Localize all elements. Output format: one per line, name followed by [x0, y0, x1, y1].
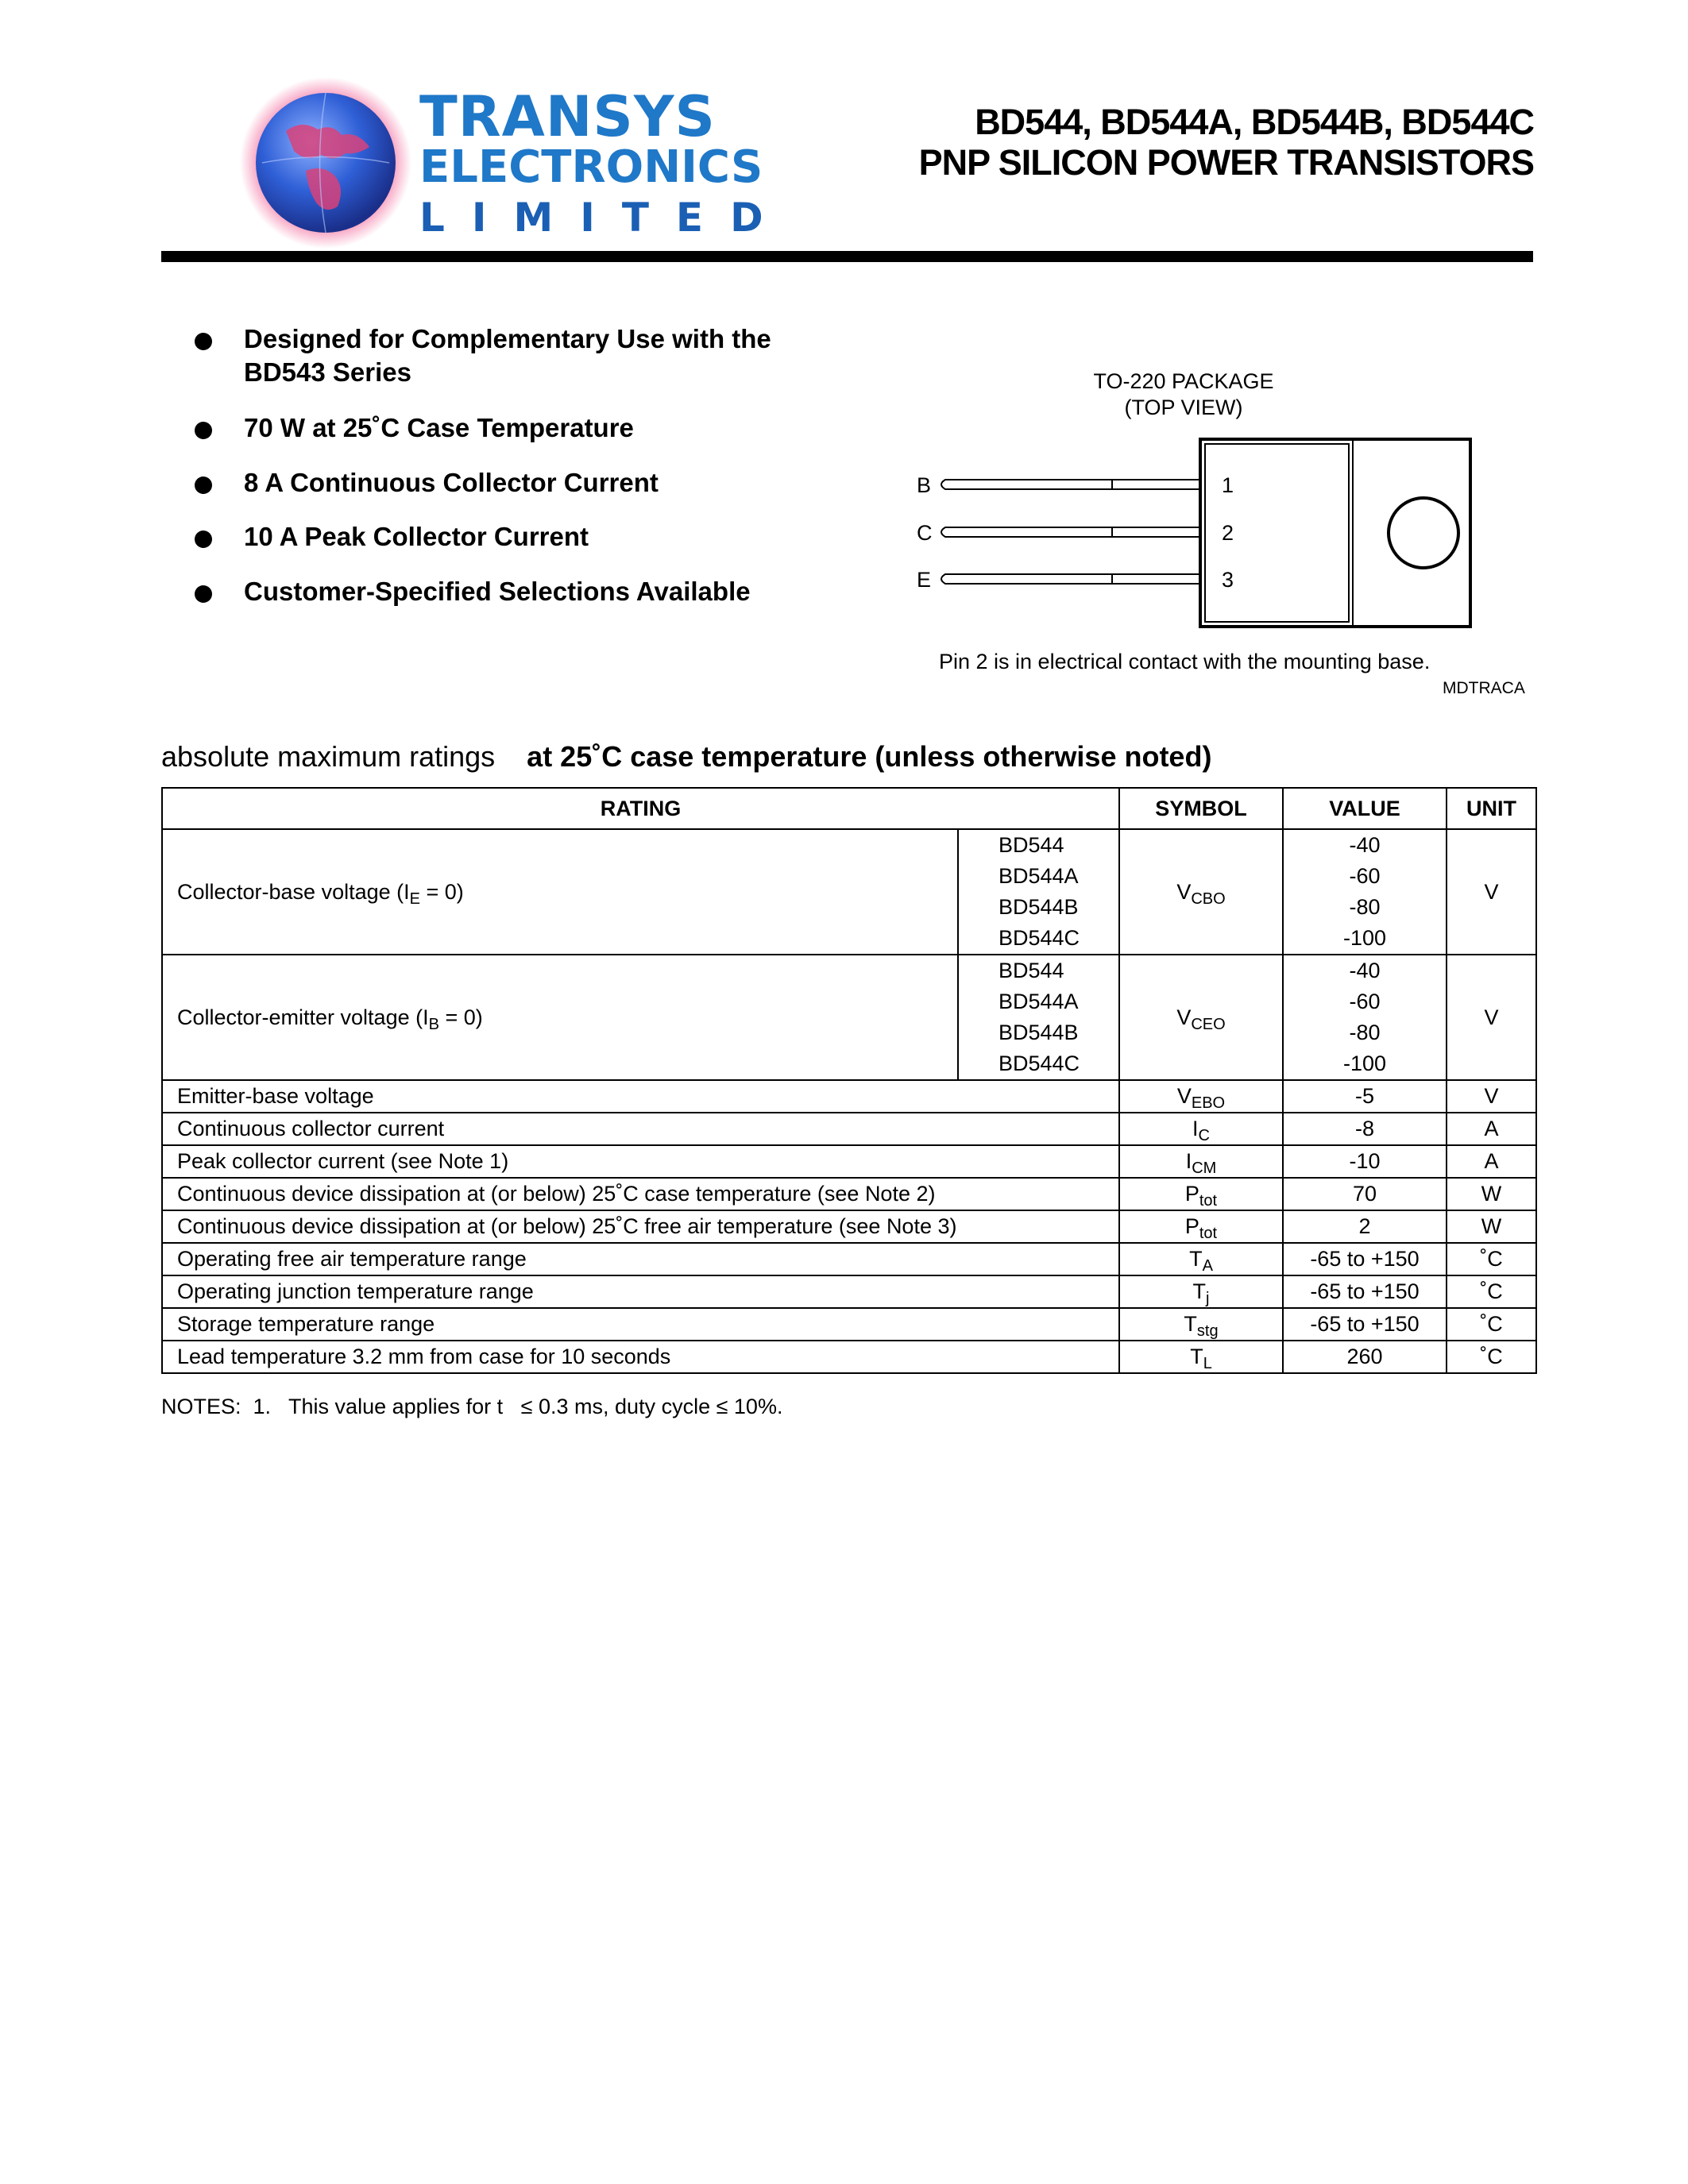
unit-cell: ˚C: [1447, 1308, 1536, 1341]
param-cell: Continuous device dissipation at (or below) 25˚C free air temperature (see Note 3): [162, 1210, 1119, 1243]
col-header-unit: UNIT: [1447, 788, 1536, 829]
ratings-heading-condition: at 25˚C case temperature (unless otherwise noted): [527, 740, 1212, 773]
feature-text: Designed for Complementary Use with the BD543 Series: [244, 324, 771, 387]
value-cell: -5: [1283, 1080, 1447, 1113]
table-row: [162, 1080, 1536, 1113]
package-note: Pin 2 is in electrical contact with the mounting base.: [939, 650, 1431, 673]
bullet-icon: [195, 531, 212, 548]
value-cell: 260: [1283, 1341, 1447, 1373]
param-subscript: E: [409, 889, 420, 908]
part-cell: BD544: [958, 829, 1119, 861]
pin-label-b: B: [917, 473, 932, 497]
symbol-cell: [1119, 1341, 1283, 1373]
param-cell: [162, 955, 958, 1080]
symbol-cell: [1119, 1113, 1283, 1145]
value-cell: -65 to +150: [1283, 1243, 1447, 1275]
param-cell: Operating free air temperature range: [162, 1243, 1119, 1275]
table-row: [162, 1145, 1536, 1178]
value-cell: -80: [1283, 892, 1447, 923]
param-cell: Emitter-base voltage: [162, 1080, 1119, 1113]
table-row: [162, 829, 1536, 861]
part-cell: BD544: [958, 955, 1119, 986]
col-header-symbol: SYMBOL: [1119, 788, 1283, 829]
value-cell: 2: [1283, 1210, 1447, 1243]
param-cell: Peak collector current (see Note 1): [162, 1145, 1119, 1178]
package-title-line2: (TOP VIEW): [1124, 396, 1243, 419]
value-cell: 70: [1283, 1178, 1447, 1210]
symbol-subscript: tot: [1199, 1192, 1218, 1210]
part-cell: BD544A: [958, 861, 1119, 892]
symbol-subscript: L: [1203, 1355, 1212, 1372]
pin-number-2: 2: [1222, 521, 1234, 545]
symbol-cell: [1119, 1308, 1283, 1341]
pin-label-e: E: [917, 568, 932, 592]
value-cell: -65 to +150: [1283, 1275, 1447, 1308]
unit-cell: W: [1447, 1210, 1536, 1243]
ratings-heading: [161, 740, 1211, 774]
unit-cell: W: [1447, 1178, 1536, 1210]
header-rule: [161, 251, 1533, 262]
document-title: [919, 102, 1534, 183]
param-cell: Continuous collector current: [162, 1113, 1119, 1145]
part-cell: BD544C: [958, 1048, 1119, 1080]
symbol-subscript: tot: [1199, 1225, 1218, 1242]
table-row: [162, 1113, 1536, 1145]
symbol-text: I: [1192, 1117, 1199, 1140]
unit-cell: ˚C: [1447, 1243, 1536, 1275]
param-cell: Operating junction temperature range: [162, 1275, 1119, 1308]
unit-cell: A: [1447, 1113, 1536, 1145]
param-text: Collector-emitter voltage (I: [177, 1005, 429, 1029]
feature-text: Customer-Specified Selections Available: [244, 577, 751, 606]
symbol-text: T: [1192, 1279, 1207, 1303]
drawing-code: MDTRACA: [1443, 679, 1525, 697]
table-row: [162, 1210, 1536, 1243]
unit-cell: ˚C: [1447, 1341, 1536, 1373]
symbol-cell: [1119, 1145, 1283, 1178]
value-cell: -40: [1283, 955, 1447, 986]
pin-number-3: 3: [1222, 568, 1234, 592]
symbol-cell: [1119, 829, 1283, 955]
part-cell: BD544C: [958, 923, 1119, 955]
bullet-icon: [195, 585, 212, 603]
value-cell: -60: [1283, 986, 1447, 1017]
symbol-cell: [1119, 1243, 1283, 1275]
symbol-cell: [1119, 1178, 1283, 1210]
table-row: [162, 955, 1536, 986]
table-row: [162, 1341, 1536, 1373]
unit-cell: V: [1447, 829, 1536, 955]
param-cell: Storage temperature range: [162, 1308, 1119, 1341]
logo-text-line2: ELECTRONICS: [419, 141, 763, 193]
feature-text: 10 A Peak Collector Current: [244, 522, 589, 551]
title-description: PNP SILICON POWER TRANSISTORS: [918, 142, 1534, 183]
unit-cell: A: [1447, 1145, 1536, 1178]
table-row: [162, 1178, 1536, 1210]
table-row: [162, 1308, 1536, 1341]
symbol-subscript: A: [1202, 1257, 1213, 1275]
col-header-value: VALUE: [1283, 788, 1447, 829]
value-cell: -80: [1283, 1017, 1447, 1048]
table-header-row: [162, 788, 1536, 829]
unit-cell: V: [1447, 955, 1536, 1080]
symbol-subscript: EBO: [1191, 1094, 1226, 1112]
value-cell: -100: [1283, 923, 1447, 955]
symbol-text: T: [1184, 1312, 1197, 1336]
param-cell: Continuous device dissipation at (or below) 25˚C case temperature (see Note 2): [162, 1178, 1119, 1210]
pin-number-1: 1: [1222, 473, 1234, 497]
symbol-text: T: [1190, 1345, 1203, 1368]
mounting-hole: [1389, 498, 1458, 568]
symbol-text: P: [1184, 1214, 1199, 1238]
symbol-text: V: [1176, 1005, 1192, 1029]
pin-label-c: C: [917, 521, 933, 545]
symbol-subscript: C: [1198, 1127, 1210, 1144]
bullet-icon: [195, 477, 212, 494]
symbol-subscript: j: [1206, 1290, 1210, 1307]
title-part-numbers: BD544, BD544A, BD544B, BD544C: [975, 102, 1534, 142]
part-cell: BD544B: [958, 1017, 1119, 1048]
symbol-subscript: CM: [1192, 1160, 1217, 1177]
package-title-line1: TO-220 PACKAGE: [1093, 369, 1274, 393]
symbol-cell: [1119, 955, 1283, 1080]
table-row: [162, 1275, 1536, 1308]
to220-package-diagram: [898, 429, 1485, 635]
symbol-cell: [1119, 1080, 1283, 1113]
value-cell: -65 to +150: [1283, 1308, 1447, 1341]
lead-pin-3: [941, 574, 1200, 584]
table-notes: NOTES: 1. This value applies for t ≤ 0.3 ms, duty cycle ≤ 10%.: [161, 1395, 783, 1418]
param-text-tail: = 0): [419, 879, 464, 904]
symbol-subscript: CEO: [1191, 1015, 1226, 1033]
symbol-subscript: CBO: [1191, 889, 1226, 908]
logo-text-line3: LIMITED: [419, 195, 790, 241]
absolute-maximum-ratings-table: [161, 787, 1537, 1374]
bullet-icon: [195, 422, 212, 439]
symbol-text: P: [1184, 1182, 1199, 1206]
feature-text: 8 A Continuous Collector Current: [244, 468, 659, 497]
ratings-heading-title: absolute maximum ratings: [161, 740, 496, 773]
package-body: [1200, 439, 1470, 627]
feature-text: 70 W at 25˚C Case Temperature: [244, 413, 634, 442]
logo-text-line1: TRANSYS: [419, 84, 716, 149]
symbol-cell: [1119, 1275, 1283, 1308]
part-cell: BD544A: [958, 986, 1119, 1017]
value-cell: -60: [1283, 861, 1447, 892]
param-text-tail: = 0): [438, 1005, 483, 1029]
value-cell: -8: [1283, 1113, 1447, 1145]
symbol-cell: [1119, 1210, 1283, 1243]
bullet-icon: [195, 333, 212, 350]
symbol-text: T: [1189, 1247, 1203, 1271]
value-cell: -40: [1283, 829, 1447, 861]
lead-pin-1: [941, 480, 1200, 489]
package-title: [1064, 369, 1303, 421]
param-cell: Lead temperature 3.2 mm from case for 10 seconds: [162, 1341, 1119, 1373]
symbol-text: V: [1176, 1084, 1192, 1108]
company-logo-globe: [238, 75, 413, 250]
symbol-text: V: [1176, 879, 1192, 904]
part-cell: BD544B: [958, 892, 1119, 923]
value-cell: -100: [1283, 1048, 1447, 1080]
unit-cell: V: [1447, 1080, 1536, 1113]
lead-pin-2: [941, 527, 1200, 537]
col-header-rating: RATING: [162, 788, 1119, 829]
param-subscript: B: [428, 1015, 439, 1033]
value-cell: -10: [1283, 1145, 1447, 1178]
unit-cell: ˚C: [1447, 1275, 1536, 1308]
symbol-subscript: stg: [1196, 1322, 1219, 1340]
param-text: Collector-base voltage (I: [177, 879, 410, 904]
table-row: [162, 1243, 1536, 1275]
param-cell: [162, 829, 958, 955]
symbol-text: I: [1185, 1149, 1192, 1173]
